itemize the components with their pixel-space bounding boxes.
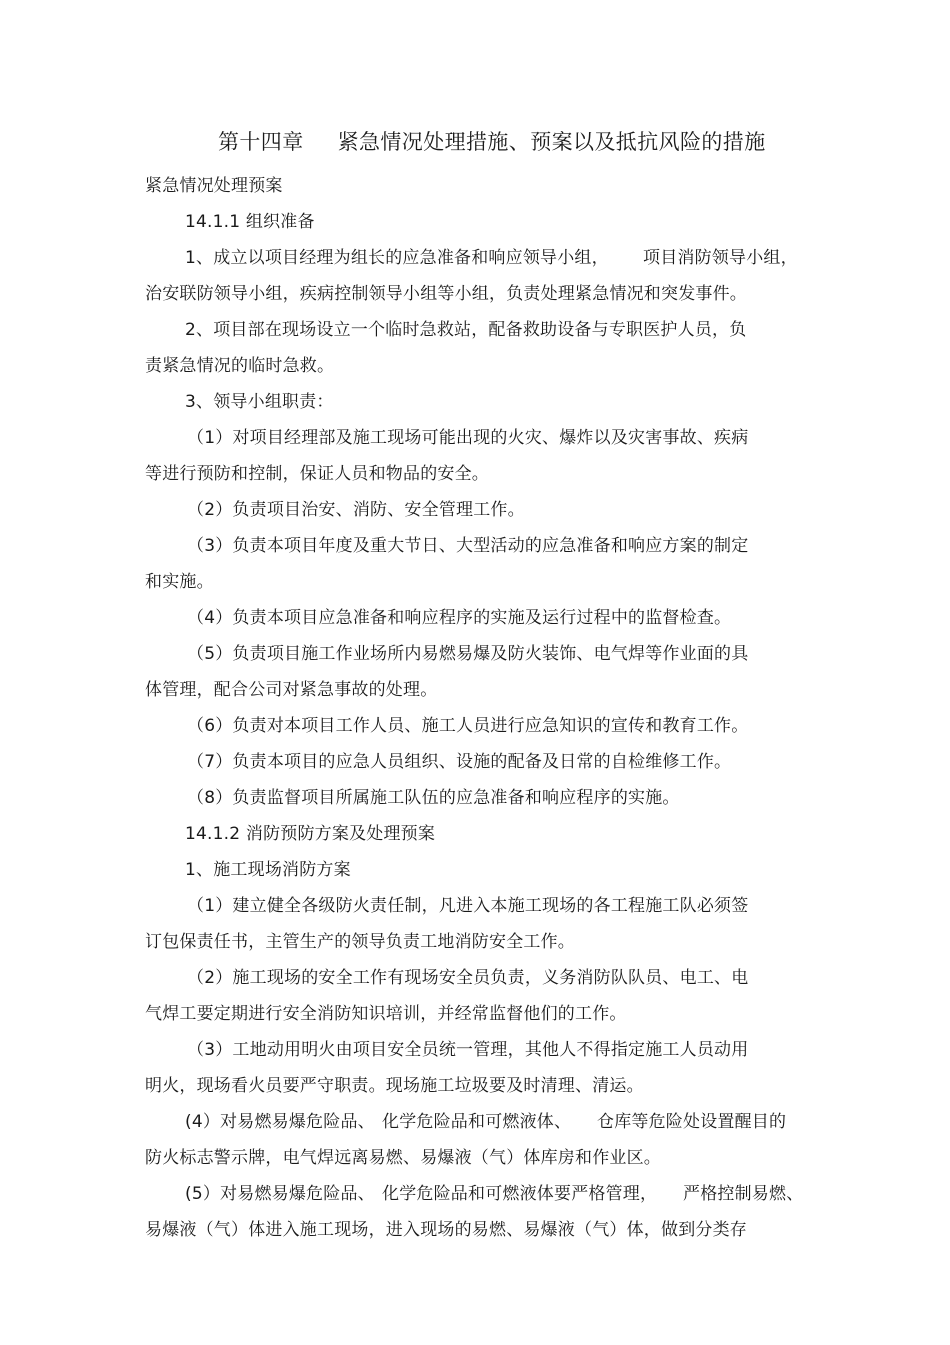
subsection-heading: 14.1.1 组织准备 [185, 212, 315, 232]
list-item-line: （7）负责本项目的应急人员组织、设施的配备及日常的自检维修工作。 [187, 752, 732, 772]
paragraph-line: 责紧急情况的临时急救。 [145, 356, 335, 376]
paragraph-line: 治安联防领导小组，疾病控制领导小组等小组，负责处理紧急情况和突发事件。 [145, 284, 747, 304]
paragraph-line: 项目消防领导小组， [643, 248, 798, 268]
list-item-line: （3）工地动用明火由项目安全员统一管理，其他人不得指定施工人员动用 [187, 1040, 749, 1060]
list-item-line: 易爆液（气）体进入施工现场，进入现场的易燃、易爆液（气）体，做到分类存 [145, 1220, 747, 1240]
list-item-line: 仓库等危险处设置醒目的 [597, 1112, 787, 1132]
list-item-line: （8）负责监督项目所属施工队伍的应急准备和响应程序的实施。 [187, 788, 680, 808]
list-item-line: （6）负责对本项目工作人员、施工人员进行应急知识的宣传和教育工作。 [187, 716, 749, 736]
list-item-line: 防火标志警示牌，电气焊远离易燃、易爆液（气）体库房和作业区。 [145, 1148, 661, 1168]
list-item-line: （5）负责项目施工作业场所内易燃易爆及防火装饰、电气焊等作业面的具 [187, 644, 749, 664]
paragraph-line: 1、施工现场消防方案 [185, 860, 351, 880]
paragraph-line: 2、项目部在现场设立一个临时急救站，配备救助设备与专职医护人员，负 [185, 320, 747, 340]
list-item-line: （1）建立健全各级防火责任制，凡进入本施工现场的各工程施工队必须签 [187, 896, 749, 916]
list-item-line: 化学危险品和可燃液体、 [382, 1112, 572, 1132]
list-item-line: 等进行预防和控制，保证人员和物品的安全。 [145, 464, 489, 484]
list-item-line: 和实施。 [145, 572, 214, 592]
chapter-title-text: 紧急情况处理措施、预案以及抵抗风险的措施 [337, 130, 766, 154]
list-item-line: (5）对易燃易爆危险品、 [185, 1184, 375, 1204]
list-item-line: 明火，现场看火员要严守职责。现场施工垃圾要及时清理、清运。 [145, 1076, 644, 1096]
list-item-line: （1）对项目经理部及施工现场可能出现的火灾、爆炸以及灾害事故、疾病 [187, 428, 749, 448]
list-item-line: 体管理，配合公司对紧急事故的处理。 [145, 680, 438, 700]
chapter-title [218, 128, 766, 156]
list-item-line: （4）负责本项目应急准备和响应程序的实施及运行过程中的监督检查。 [187, 608, 732, 628]
list-item-line: 严格控制易燃、 [683, 1184, 804, 1204]
list-item-line: 化学危险品和可燃液体要严格管理， [382, 1184, 658, 1204]
list-item-line: (4）对易燃易爆危险品、 [185, 1112, 375, 1132]
list-item-line: （2）负责项目治安、消防、安全管理工作。 [187, 500, 525, 520]
list-item-line: （3）负责本项目年度及重大节日、大型活动的应急准备和响应方案的制定 [187, 536, 749, 556]
list-item-line: 订包保责任书，主管生产的领导负责工地消防安全工作。 [145, 932, 575, 952]
subsection-heading: 14.1.2 消防预防方案及处理预案 [185, 824, 436, 844]
chapter-number: 第十四章 [218, 130, 304, 154]
paragraph-line: 1、成立以项目经理为组长的应急准备和响应领导小组， [185, 248, 609, 268]
list-item-line: （2）施工现场的安全工作有现场安全员负责，义务消防队队员、电工、电 [187, 968, 749, 988]
section-heading: 紧急情况处理预案 [145, 176, 283, 196]
list-item-line: 气焊工要定期进行安全消防知识培训，并经常监督他们的工作。 [145, 1004, 627, 1024]
paragraph-line: 3、领导小组职责： [185, 392, 334, 412]
